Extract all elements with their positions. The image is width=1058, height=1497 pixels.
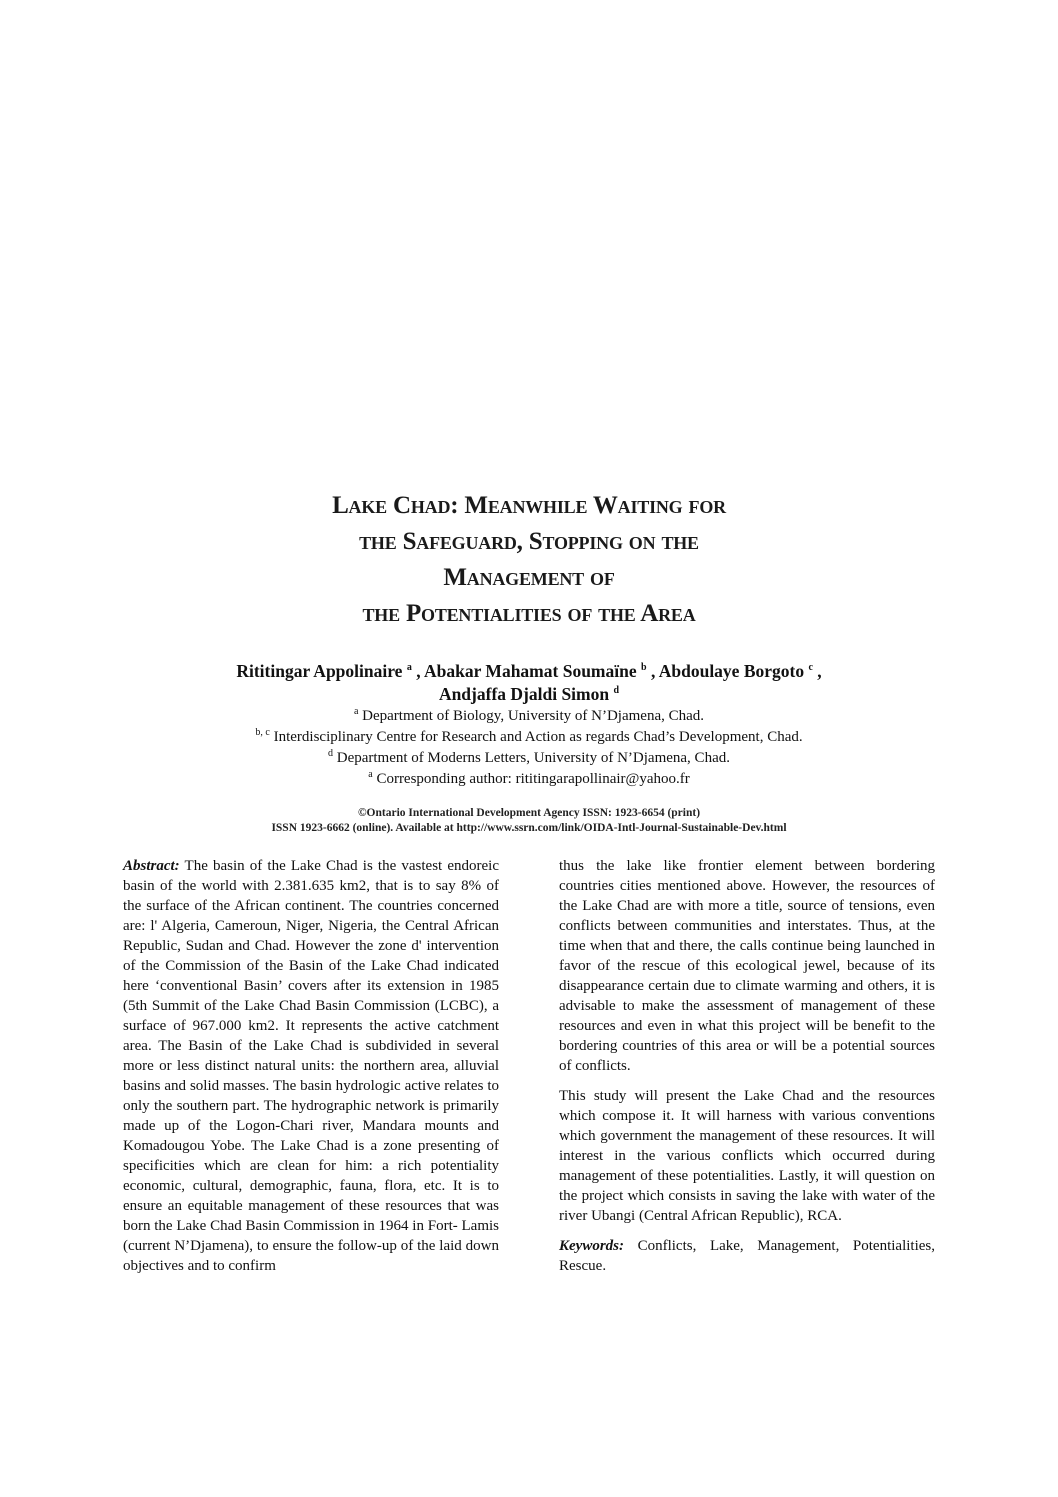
copyright-notice	[100, 806, 958, 836]
affiliation-line: $^a$ Department of Biology, University of N’Djamena, Chad.	[353, 706, 705, 724]
paper-title	[150, 488, 908, 632]
abstract-continuation: thus the lake like frontier element between bordering countries cities mentioned above. However, the resources of the Lake Chad are with more a title, source of tensions, even conflicts between communities and interstates. Thus, at the time when that and there, the calls continue being launched in favor of the rescue of this ecological jewel, because of its disappearance certain due to climate warming and others, it is advisable to make the assessment of management of these resources and even in what this project will be benefit to the bordering countries of this area or will be a potential sources of conflicts.	[559, 858, 935, 1074]
author-superscript: a	[406, 662, 412, 674]
title-line: Management of	[443, 564, 615, 591]
keywords-label: Keywords:	[559, 1238, 624, 1254]
author-name: Abdoulaye Borgoto	[658, 661, 805, 681]
copyright-line: ISSN 1923-6662 (online). Available at http://www.ssrn.com/link/OIDA-Intl-Journal-Sustainable-Dev.html	[271, 822, 787, 834]
affiliation-line: $^{b, c}$ Interdisciplinary Centre for Research and Action as regards Chad’s Development, Chad.	[255, 727, 803, 745]
title-line: the Potentialities of the Area	[362, 600, 696, 627]
right-column	[559, 856, 935, 1286]
affiliations	[100, 706, 958, 790]
copyright-line: ©Ontario International Development Agency ISSN: 1923-6654 (print)	[357, 807, 701, 819]
affiliation-line: $^d$ Department of Moderns Letters, University of N’Djamena, Chad.	[328, 748, 730, 766]
author-name: Rititingar Appolinaire	[236, 661, 403, 681]
author-superscript: c	[808, 662, 813, 674]
title-line: the Safeguard, Stopping on the	[359, 528, 699, 555]
author-name: Andjaffa Djaldi Simon	[438, 684, 610, 704]
author-superscript: b	[641, 662, 647, 674]
author-superscript: d	[613, 685, 620, 697]
corresponding-author: $^a$ Corresponding author: rititingarapollinair@yahoo.fr	[368, 769, 690, 787]
keywords-paragraph	[559, 1236, 935, 1276]
title-line: Lake Chad: Meanwhile Waiting for	[332, 492, 726, 519]
keywords-text: Conflicts, Lake, Management, Potentialities, Rescue.	[559, 1238, 935, 1274]
left-column	[123, 856, 499, 1286]
author-list: Rititingar Appolinaire $^a$ , Abakar Mahamat Soumaïne $^b$ , Abdoulaye Borgoto $^c$ , Andjaffa Djaldi Simon $^d$	[236, 661, 822, 704]
abstract-paragraph	[123, 856, 499, 1276]
abstract-paragraph-2: This study will present the Lake Chad and the resources which compose it. It will harness with various conventions which government the management of these resources. It will interest in the various conflicts which occurred during management of these potentialities. Lastly, it will question on the project which consists in saving the lake with water of the river Ubangi (Central African Republic), RCA.	[559, 1088, 935, 1224]
author-name: Abakar Mahamat Soumaïne	[424, 661, 637, 681]
abstract-text: The basin of the Lake Chad is the vastest endoreic basin of the world with 2.381.635 km2, that is to say 8% of the surface of the African continent. The countries concerned are: l' Algeria, Cameroun, Niger, Nigeria, the Central African Republic, Sudan and Chad. However the zone d' intervention of the Commission of the Basin of the Lake Chad indicated here ‘conventional Basin’ covers after its extension in 1985 (5th Summit of the Lake Chad Basin Commission (LCBC), a surface of 967.000 km2. It represents the active catchment area. The Basin of the Lake Chad is subdivided in several more or less distinct natural units: the northern area, alluvial basins and solid masses. The basin hydrologic active relates to only the southern part. The hydrographic network is primarily made up of the Logon-Chari river, Mandara mounts and Komadougou Yobe. The Lake Chad is a zone presenting of specificities which are clean for him: a rich potentiality economic, cultural, demographic, fauna, flora, etc. It is to ensure an equitable management of these resources that was born the Lake Chad Basin Commission in 1964 in Fort- Lamis (current N’Djamena), to ensure the follow-up of the laid down objectives and to confirm	[123, 858, 499, 1274]
abstract-label: Abstract:	[123, 858, 180, 874]
